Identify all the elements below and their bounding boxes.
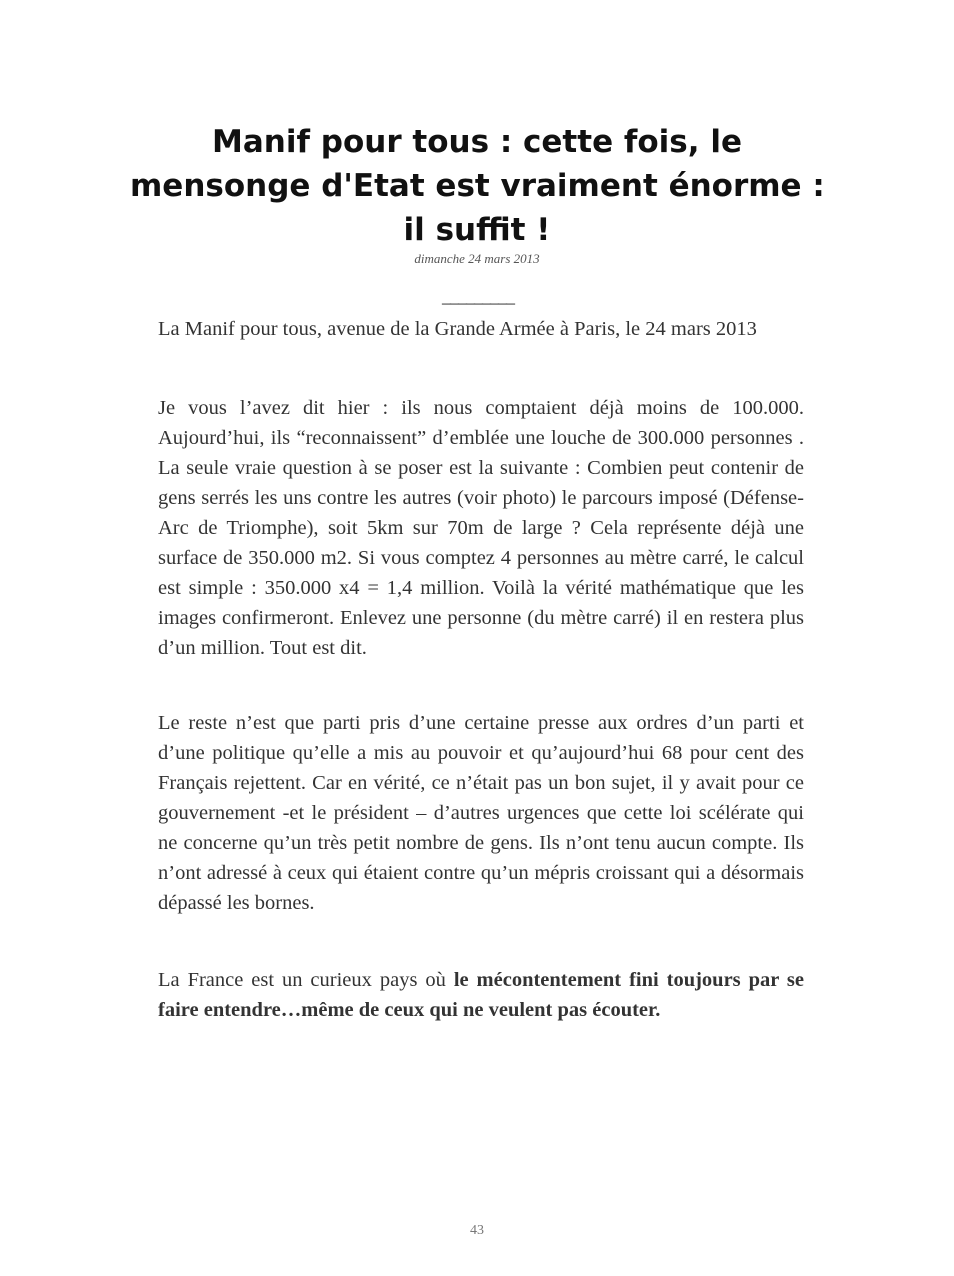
paragraph-1: Je vous l’avez dit hier : ils nous comptaient déjà moins de 100.000. Aujourd’hui, ils “reconnaissent” d’emblée une louche de 300.000 personnes . La seule vraie question à se poser est la suivante : Combien peut contenir de gens serrés les uns contre les autres (voir photo) le parcours imposé (Défense-Arc de Triomphe), soit 5km sur 70m de large ? Cela représente déjà une surface de 350.000 m2. Si vous comptez 4 personnes au mètre carré, le calcul est simple : 350.000 x4 = 1,4 million. Voilà la vérité mathématique que les images confirmeront. Enlevez une personne (du mètre carré) il en restera plus d’un million. Tout est dit.: [158, 397, 804, 659]
page-number: 43: [470, 1223, 484, 1238]
photo-caption: La Manif pour tous, avenue de la Grande Armée à Paris, le 24 mars 2013: [158, 318, 757, 340]
section-separator: _________: [442, 286, 514, 306]
article-title-line-3: il suffit !: [403, 212, 551, 248]
paragraph-3-intro: La France est un curieux pays où: [158, 969, 454, 991]
article-title-line-2: mensonge d'Etat est vraiment énorme :: [130, 168, 825, 204]
article-title-line-1: Manif pour tous : cette fois, le: [212, 124, 742, 160]
paragraph-2: Le reste n’est que parti pris d’une certaine presse aux ordres d’un parti et d’une politique qu’elle a mis au pouvoir et qu’aujourd’hui 68 pour cent des Français rejettent. Car en vérité, ce n’était pas un bon sujet, il y avait pour ce gouvernement -et le président – d’autres urgences que cette loi scélérate qui ne concerne qu’un très petit nombre de gens. Ils n’ont tenu aucun compte. Ils n’ont adressé à ceux qui étaient contre qu’un mépris croissant qui a désormais dépassé les bornes.: [158, 712, 804, 914]
article-date: dimanche 24 mars 2013: [414, 251, 540, 266]
paragraph-3-emphasis: le mécontentement fini toujours par se faire entendre…même de ceux qui ne veulent pas écouter.: [158, 969, 805, 1021]
article-title: [130, 120, 824, 252]
paragraph-3: [158, 965, 804, 1025]
